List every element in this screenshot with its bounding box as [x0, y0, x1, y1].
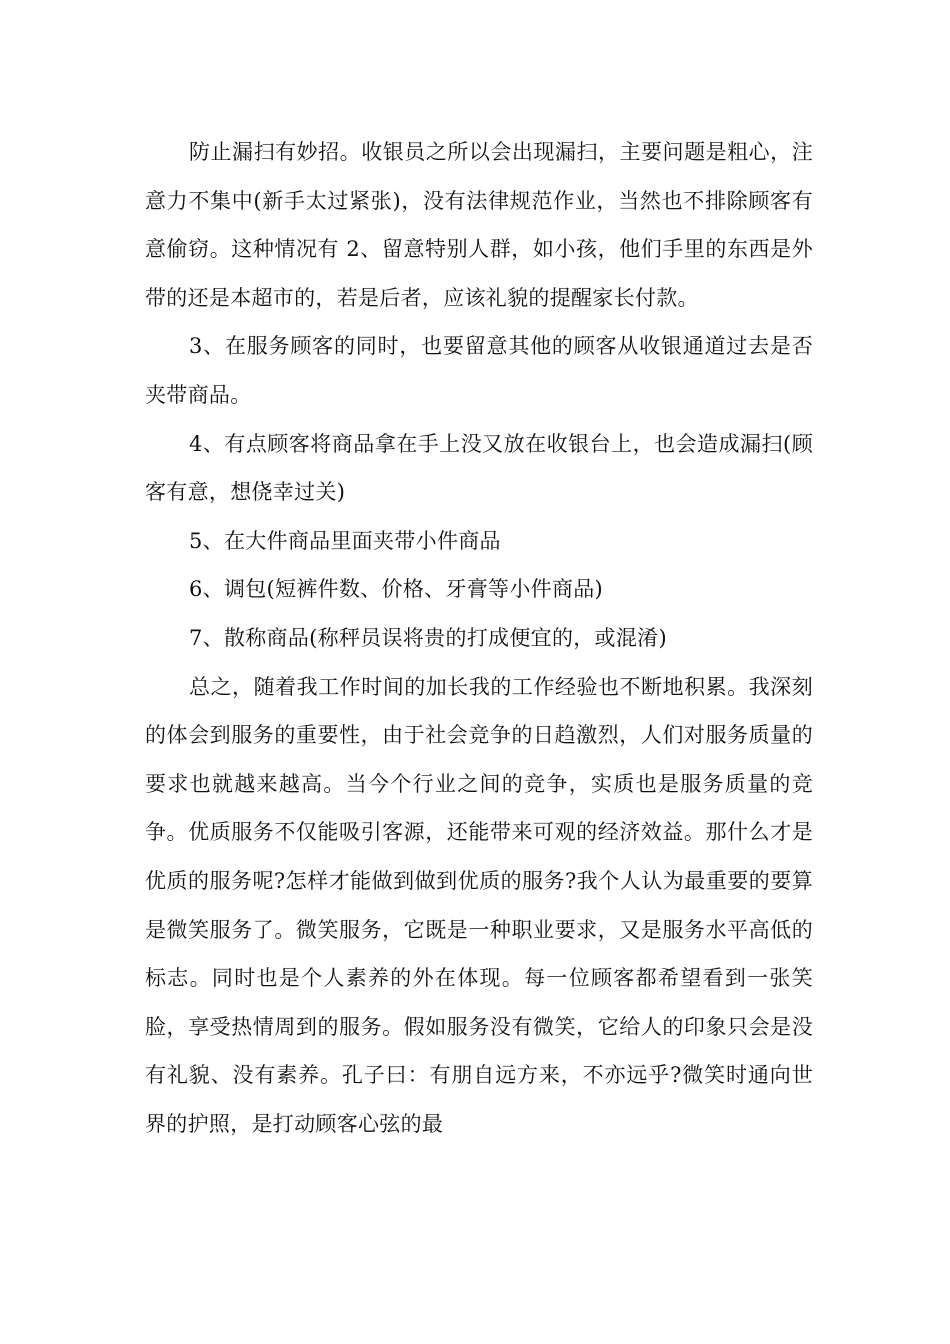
paragraph-item-5: 5、在大件商品里面夹带小件商品: [189, 528, 501, 553]
paragraph-summary: 总之，随着我工作时间的加长我的工作经验也不断地积累。我深刻的体会到服务的重要性，由于社会竞争的日趋激烈，人们对服务质量的要求也就越来越高。当今个行业之间的竞争，实质也是服务质量的竞争。优质服务不仅能吸引客源，还能带来可观的经济效益。那什么才是优质的服务呢?怎样才能做到做到优质的服务?我个人认为最重要的要算是微笑服务了。微笑服务，它既是一种职业要求，又是服务水平高低的标志。同时也是个人素养的外在体现。每一位顾客都希望看到一张笑脸，享受热情周到的服务。假如服务没有微笑，它给人的印象只会是没有礼貌、没有素养。孔子曰：有朋自远方来，不亦远乎?微笑时通向世界的护照，是打动顾客心弦的最: [145, 674, 813, 1136]
paragraph-item-3: 3、在服务顾客的同时，也要留意其他的顾客从收银通道过去是否夹带商品。: [145, 334, 813, 407]
paragraph-item-6: 6、调包(短裤件数、价格、牙膏等小件商品): [189, 577, 604, 602]
paragraph-missed-scan-tips: 防止漏扫有妙招。收银员之所以会出现漏扫，主要问题是粗心，注意力不集中(新手太过紧张)，没有法律规范作业，当然也不排除顾客有意偷窃。这种情况有 2、留意特别人群，如小孩，他们手里的东西是外带的还是本超市的，若是后者，应该礼貌的提醒家长付款。: [145, 140, 813, 310]
paragraph-item-4: 4、有点顾客将商品拿在手上没又放在收银台上，也会造成漏扫(顾客有意，想侥幸过关): [145, 431, 813, 505]
paragraph-item-7: 7、散称商品(称秤员误将贵的打成便宜的，或混淆): [189, 625, 667, 650]
document-body: [145, 128, 813, 1148]
